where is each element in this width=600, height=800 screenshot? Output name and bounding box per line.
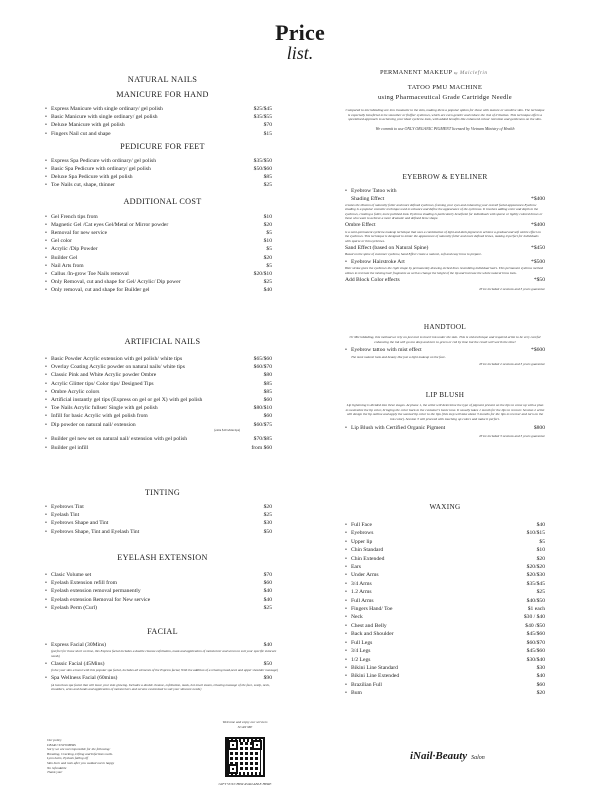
item-price: $25 <box>263 512 272 519</box>
item-name: Ears <box>351 564 361 571</box>
price-row <box>45 113 280 121</box>
price-row <box>45 660 280 668</box>
eyebrow-item-effect: Add Block Color effects <box>345 276 400 283</box>
natural-nails-title: NATURAL NAILS <box>127 75 198 84</box>
price-row <box>345 521 545 529</box>
qr-welcome-text: Welcome and enjoy our services <box>222 720 268 724</box>
item-price: $1 each <box>527 606 545 613</box>
price-row <box>345 622 545 630</box>
item-name: Eyelash Perm (Curl) <box>51 604 97 611</box>
lipblush-intro: Lip lightening is divided into three stages. At phase 1, the artist will determine the type of pigment present on the lips to come up with a plan to neutralize the lip color, bringing the color back to the customer's basic tone. It usually takes 1 month for the lips to recover. Session 2 artist will design the lip outline and apply the wanted lip color to the lips (this step will take about 3 months for the lips to recover and turn on the ink color). Session 3 will proceed with touching up colors and make it perfect. <box>345 403 545 421</box>
handtool-desc: The most natural look and beauty like just a light makeup on the face. <box>351 355 446 360</box>
item-price: $60 <box>536 681 545 688</box>
price-row <box>345 563 545 571</box>
item-price: $50 <box>263 660 272 667</box>
price-row <box>345 605 545 613</box>
item-name: Classic Facial (45Mins) <box>51 660 105 667</box>
item-price: $5 <box>266 246 272 253</box>
item-price: $85 <box>263 388 272 395</box>
pmu-intro: Compared to microblading are less traumatic to the skin, making them a popular option for those with mature or sensitive skin. The technique is especially beneficial to be smoother or fluffier eyebrows, which are even gentler and reduce the risk of irritation. This technique offers a specialised approach to achieving your ideal eyebrow look, with added benefits like enhanced colour retention and gentleness on the skin. <box>345 108 545 121</box>
item-name: Deluxe Spa Pedicure with gel polish <box>51 174 133 181</box>
price-row <box>345 689 545 697</box>
price-row <box>45 173 280 181</box>
price-row <box>45 105 280 113</box>
waxing-title: WAXING <box>429 503 461 511</box>
policy-line: Breaking, Cracking, Lifting and Infections nails. <box>47 751 113 756</box>
facial-title: FACIAL <box>147 627 178 636</box>
price-row <box>345 613 545 621</box>
price-row <box>45 404 280 412</box>
price-row <box>345 529 545 537</box>
item-price: $40 <box>263 588 272 595</box>
item-name: Classic Pink and White Acrylic powder Ombre <box>51 372 157 379</box>
item-name: Artificial instantly gel tips (Express on gel or gel X) with gel polish <box>51 397 203 404</box>
price-row <box>345 555 545 563</box>
item-name: Upper lip <box>351 538 373 545</box>
artificial-list <box>45 355 280 432</box>
policy-line: Lyon hairs, Eyelash falling off <box>47 756 89 761</box>
price-row <box>45 165 280 173</box>
price-row <box>45 435 280 443</box>
item-price: $15 <box>263 130 272 137</box>
item-price: $40 <box>536 522 545 528</box>
item-name: 1.2 Arms <box>351 589 372 596</box>
manicure-list <box>45 105 280 138</box>
price-row <box>45 380 280 388</box>
eyebrow-section <box>345 172 545 291</box>
eyelash-title: EYELASH EXTENSION <box>117 553 208 562</box>
price-row <box>345 571 545 579</box>
additional-cost-title: ADDITIONAL COST <box>123 196 202 206</box>
eyebrow-title: EYEBROW & EYELINER <box>402 173 488 181</box>
manicure-title: MANICURE FOR HAND <box>116 90 209 99</box>
salon-brand <box>410 746 550 764</box>
eyebrow-item-effect: Ombre Effect <box>345 222 376 229</box>
item-name: 3/4 Legs <box>351 648 371 655</box>
price-row <box>45 444 280 452</box>
logo-word-price: Price <box>275 20 325 45</box>
price-row <box>45 213 280 221</box>
eyebrow-item-price: *$50 <box>533 276 545 283</box>
item-name: Full Legs <box>351 639 373 646</box>
item-name: Under Arms <box>351 572 379 579</box>
machine-title: TATOO PMU MACHINE <box>407 84 483 91</box>
eyebrow-item-price: *$500 <box>531 258 545 265</box>
eyelash-list <box>45 571 280 612</box>
price-row <box>345 664 545 672</box>
item-name: Basic Manicure with single ordinary/ gel polish <box>51 114 158 121</box>
lipblush-note: Price included 3 sessions and 3 years guarantee <box>479 434 545 439</box>
brand-name: iNail·Beauty <box>410 750 468 762</box>
qr-caption-top <box>210 720 280 729</box>
item-description: (A luxurious spa facial that will leave your skin glowing. Includes a double cleanse, exfoliation, mask, hot towel steam, relaxing massage of the face, scalp, neck, shoulders, arms and hands and application of moisturisers and serums customised to suit your skincare needs) <box>51 682 270 691</box>
item-price: $60 <box>263 413 272 420</box>
item-name: Fingers Nail cut and shape <box>51 130 111 137</box>
pmu-title: PERMANENT MAKEUP <box>380 69 453 76</box>
item-price: $40 <box>536 673 545 680</box>
tinting-title: TINTING <box>144 488 181 497</box>
item-name: Full Arms <box>351 597 374 604</box>
price-row <box>45 157 280 165</box>
item-price: $35/$45 <box>526 580 545 587</box>
item-price: $20 <box>536 555 545 562</box>
price-row <box>345 538 545 546</box>
item-name: Acrylic Glitter tips/ Color tips/ Designed Tips <box>51 380 154 387</box>
item-description: (perfect for those short on time, this Express facial includes a double cleanse exfoliation, mask and application of moisturizer and serum to suit your specific skincare needs) <box>51 649 277 658</box>
price-row <box>45 262 280 270</box>
item-price: $30 <box>263 520 272 527</box>
price-row <box>45 571 280 579</box>
price-row <box>345 672 545 680</box>
eyebrow-item <box>345 245 545 253</box>
lipblush-item-price: $800 <box>533 425 545 431</box>
item-price: $10 <box>263 213 272 220</box>
item-price: $70 <box>263 122 272 129</box>
item-price: $60/$70 <box>526 639 545 646</box>
tinting-section <box>45 488 280 536</box>
brand-suffix: Salon <box>471 755 485 761</box>
item-name: Clasic Volume set <box>51 572 92 578</box>
artificial-nails-title: ARTIFICIAL NAILS <box>124 337 201 346</box>
item-name: Callus /In-grow Toe Nails removal <box>51 271 129 278</box>
price-row <box>45 596 280 604</box>
item-price: from $60 <box>251 444 272 451</box>
item-price: $20/$10 <box>253 271 272 278</box>
price-list-logo <box>260 22 340 62</box>
item-name: Eyebrows Tint <box>51 504 84 510</box>
price-row <box>45 412 280 420</box>
item-price: $20 <box>536 690 545 697</box>
item-name: Bikini Line Extended <box>351 673 400 680</box>
item-price: $25/$45 <box>253 106 272 112</box>
item-price: $20 <box>263 221 272 228</box>
logo-word-list: list. <box>286 43 314 63</box>
price-row <box>45 363 280 371</box>
lipblush-item-name: Lip Blush with Certified Organic Pigment <box>351 425 446 431</box>
item-name: Only Removal, cut and shape for Gel/ Acrylic/ Dip power <box>51 279 181 286</box>
facial-section <box>45 627 280 693</box>
item-name: Basic Spa Pedicure with ordinary/ gel polish <box>51 166 151 173</box>
waxing-list <box>345 521 545 698</box>
item-name: Chin Standard <box>351 547 384 554</box>
artificial-nails-section <box>45 337 280 452</box>
price-row <box>345 588 545 596</box>
item-price: $60/$75 <box>253 421 272 428</box>
price-row <box>45 270 280 278</box>
price-row <box>45 229 280 237</box>
item-price: $35/$50 <box>253 157 272 164</box>
item-name: Eyelash extension Removal for New service <box>51 596 151 603</box>
lipblush-title: LIP BLUSH <box>425 391 465 399</box>
price-row <box>345 597 545 605</box>
item-price: $10 <box>536 547 545 554</box>
policy-line: No refundable <box>47 765 67 770</box>
policy-line: Sorry we are not responsible for the following: <box>47 747 111 752</box>
price-row <box>345 647 545 655</box>
item-name: Builder Gel <box>51 254 78 261</box>
price-row <box>345 639 545 647</box>
item-price: $30 <box>536 664 545 671</box>
item-price: $50/$60 <box>253 166 272 173</box>
handtool-section <box>345 322 545 366</box>
item-name: Bum <box>351 690 362 697</box>
eyebrow-item: • Eyebrow Tatoo with Shading Effect *$400 <box>345 188 545 202</box>
item-name: Removal for new service <box>51 230 108 237</box>
price-row <box>45 511 280 519</box>
pmu-brand: Maiclefrin <box>459 70 488 76</box>
item-name: Nail Arts from <box>51 262 84 269</box>
qr-code[interactable] <box>225 737 265 777</box>
item-name: Neck <box>351 614 363 621</box>
item-name: Eyelash Extension refill from <box>51 580 118 587</box>
item-name: Magnetic Gel /Cat eyes Gel/Metal or Mirror powder <box>51 221 169 228</box>
item-price: $40/$50 <box>526 597 545 604</box>
eyebrow-list <box>345 188 545 285</box>
item-price: $45/$60 <box>526 631 545 638</box>
item-name: Chest and Belly <box>351 622 387 629</box>
item-name: 1/2 Legs <box>351 656 371 663</box>
price-row <box>345 580 545 588</box>
item-name: Deluxe Manicure with gel polish <box>51 122 125 129</box>
lipblush-section <box>345 390 545 439</box>
price-row <box>45 181 280 189</box>
price-row <box>45 221 280 229</box>
price-row <box>45 237 280 245</box>
price-row <box>345 546 545 554</box>
additional-cost-list <box>45 213 280 295</box>
handtool-item-name: Eyebrow tattoo with mist effect <box>351 347 422 353</box>
price-row <box>45 528 280 536</box>
waxing-section <box>345 502 545 698</box>
item-name: Gel color <box>51 238 72 245</box>
price-row <box>45 121 280 129</box>
item-description: (Give your skin a boost with this popular spa facial, includes all elements of the Express facial, With the addition of a relaxing head,neck and upper shoulder massage) <box>51 668 279 672</box>
item-price: $20/$20 <box>526 564 545 571</box>
item-sub-note: (extra $10 white tips) <box>214 427 240 432</box>
policy-line: Skin burn and rash after you walked out in happy <box>47 760 115 765</box>
handtool-item <box>345 346 545 354</box>
item-price: $30/$40 <box>526 656 545 663</box>
price-row <box>45 355 280 363</box>
price-row <box>45 587 280 595</box>
item-name: Chin Extended <box>351 555 385 562</box>
eyebrow-item-name: Eyebrow Hairstroke Art <box>351 258 405 265</box>
item-name: Spa Wellness Facial (60mins) <box>51 675 118 682</box>
item-price: $20 <box>263 504 272 510</box>
item-price: $20/$30 <box>526 572 545 579</box>
price-row <box>45 130 280 138</box>
item-name: Brazilian Full <box>351 681 382 688</box>
policy-note <box>47 738 122 775</box>
item-price: $35/$55 <box>253 114 272 121</box>
item-name: Back and Shoulder <box>351 631 394 638</box>
item-name: Builder gel infill <box>51 444 89 451</box>
handtool-title: HANDTOOL <box>423 323 467 331</box>
item-name: Full Face <box>351 522 372 528</box>
artificial-list-builder <box>45 435 280 451</box>
item-name: Eyebrows Shape and Tint <box>51 520 109 527</box>
item-price: $70 <box>263 572 272 578</box>
policy-line: Our policy <box>47 738 62 742</box>
eyebrow-item-price: *$450 <box>531 244 545 251</box>
eyelash-section <box>45 553 280 612</box>
item-price: $85 <box>263 174 272 181</box>
price-row <box>345 681 545 689</box>
lipblush-item <box>345 424 545 432</box>
item-price: $70/$85 <box>253 436 272 443</box>
item-price: $40 <box>263 287 272 294</box>
item-name: Builder gel new set on natural nail/ extension with gel polish <box>51 436 188 443</box>
eyebrow-item-desc: is a semi-permanent eyebrow makeup technique that uses a combination of light and dark pigment to achieve a gradual and soft ombre effect on the eyebrows. This technique is designed to mimic the appearance of naturally fuller and more defined brows, making it perfect for individuals with sparse or thin eyebrows. <box>345 229 541 243</box>
item-name: Toe Nails cut, shape, thinner <box>51 182 115 189</box>
price-row <box>45 579 280 587</box>
item-name: 3/4 Arms <box>351 580 372 587</box>
price-row <box>345 656 545 664</box>
item-price: $5 <box>266 230 272 237</box>
item-name: Bikini Line Standard <box>351 664 398 671</box>
item-name: Ombre Acrylic colors <box>51 388 100 395</box>
item-name: Gel French tips from <box>51 213 98 220</box>
item-price: $30 / $40 <box>523 614 545 621</box>
item-price: $40 /$50 <box>525 622 545 629</box>
item-name: Overlay Coating Acrylic powder on natural nails/ white tips <box>51 364 185 371</box>
price-row <box>45 254 280 262</box>
price-row <box>45 388 280 396</box>
item-name: Dip powder on natural nail/ extension <box>51 421 136 428</box>
eyebrow-item-price: *$400 <box>531 222 545 229</box>
price-row <box>45 604 280 612</box>
item-name: Infill for basic Acrylic with gel polish from <box>51 413 148 420</box>
eyebrow-item-price: *$400 <box>531 195 545 202</box>
policy-line: DEAR CUSTOMERS <box>47 742 76 747</box>
item-price: $40 <box>263 642 272 648</box>
price-row <box>45 396 280 404</box>
item-name: Eyelash extension removal permanently <box>51 588 141 595</box>
facial-list <box>45 641 280 691</box>
item-name: Only removal, cut and shape for Builder gel <box>51 287 150 294</box>
handtool-item-price: *$600 <box>531 347 545 353</box>
item-name: Express Spa Pedicure with ordinary/ gel polish <box>51 157 157 164</box>
item-price: $80 <box>263 372 272 379</box>
item-price: $80/$10 <box>253 405 272 412</box>
item-price: $20 <box>263 254 272 261</box>
item-name: Express Facial (30Mins) <box>51 642 106 648</box>
policy-line: Thank you! <box>47 770 63 775</box>
eyebrow-item-effect: Sand Effect (based on Natural Spine) <box>345 244 429 251</box>
eyebrow-item <box>345 277 545 285</box>
item-name: Eyebrows Shape, Tint and Eyelash Tint <box>51 528 140 535</box>
item-price: $10 <box>263 238 272 245</box>
eyebrow-note: Price included 2 sessions and 3 years guarantee <box>479 286 545 291</box>
item-price: $85 <box>263 380 272 387</box>
item-name: Express Manicure with single ordinary/ gel polish <box>51 106 163 112</box>
price-row <box>45 245 280 253</box>
price-row <box>45 371 280 379</box>
eyebrow-item-desc: Hair stroke gives the eyebrows the right shape by permanently drawing etched lines resembling individual hairs. This permanent eyebrow method allows to recreate the missing hair fragments as well as change the height of the tip and increase the whole natural brow look. <box>345 266 544 275</box>
eyebrow-item <box>345 222 545 230</box>
natural-nails-section <box>45 75 280 295</box>
item-price: $65/$60 <box>253 356 272 362</box>
item-price: $25 <box>263 604 272 611</box>
item-price: $25 <box>536 589 545 596</box>
price-row <box>45 421 280 433</box>
pedicure-title: PEDICURE FOR FEET <box>120 141 205 151</box>
price-row <box>45 674 280 682</box>
price-row <box>45 278 280 286</box>
item-price: $25 <box>263 182 272 189</box>
item-price: $25 <box>263 279 272 286</box>
tinting-list <box>45 503 280 536</box>
item-name: Eyebrows <box>351 530 374 537</box>
price-row <box>45 503 280 511</box>
eyebrow-item-desc: Based on the spine of customer eyebrow, Sand Effect create a natural, soft and easy brow to prepare. <box>345 252 482 257</box>
machine-subtitle: using Pharmaceutical Grade Cartridge Needle <box>377 94 513 101</box>
price-row <box>345 630 545 638</box>
item-price: $60 <box>263 397 272 404</box>
item-price: $50 <box>263 528 272 535</box>
item-name: Basic Powder Acrylic extension with gel polish/ white tips <box>51 356 183 362</box>
item-price: $5 <box>539 538 545 545</box>
eyebrow-item-desc: creates the illusion of naturally fuller and more defined eyebrows, framing your eyes and enhancing your overall facial appearance.Eyebrow shading is a popular cosmetic technique used to enhance and define the appearance of the eyebrows. It involves adding color and depth to the eyebrows, creating a fuller, more polished look. Eyebrow shading is particularly beneficial for individuals with sparse or lightly colored brows or those who want to achieve a more dramatic and defined brow shape. <box>345 203 543 221</box>
item-name: Toe Nails Acrylic fullset/ Single with gel polish <box>51 405 158 412</box>
item-price: $90 <box>263 675 272 682</box>
item-name: Fingers Hand/ Toe <box>351 606 393 613</box>
qr-scan-text: SCAN ME <box>237 724 253 729</box>
item-price: $60 <box>263 580 272 587</box>
item-price: $60/$70 <box>253 364 272 371</box>
pmu-header <box>345 68 545 131</box>
item-price: $10/$15 <box>526 530 545 537</box>
item-price: $45/$60 <box>526 648 545 655</box>
qr-voucher-text: GIFT VOUCHER AVAILABLE HERE <box>218 782 272 786</box>
item-price: $40 <box>263 596 272 603</box>
pedicure-list <box>45 157 280 190</box>
price-row <box>45 641 280 649</box>
item-name: Eyelash Tint <box>51 512 80 519</box>
pmu-by: by <box>454 71 458 75</box>
price-row <box>45 519 280 527</box>
eyebrow-item: • Eyebrow Hairstroke Art *$500 <box>345 258 545 265</box>
pmu-title-row <box>345 68 545 78</box>
handtool-note: Price included 2 sessions and 3 years guarantee <box>479 361 545 366</box>
pmu-commit: We commit to use ONLY ORGANIC PIGMENT licensed by Vietnam Ministry of Health <box>375 125 515 131</box>
handtool-intro: Or Microblading, this method we rely on just tool to insert ink under the skin. This is old technique and required artist to be very careful enhancing the ink will go too deep and turn to green or red by time but the result will worth the time! <box>349 335 541 344</box>
eyebrow-item-name: Eyebrow Tatoo with <box>351 188 397 194</box>
item-price: $5 <box>266 262 272 269</box>
eyebrow-item-effect: Shading Effect <box>351 195 385 202</box>
item-name: Acrylic /Dip Powder <box>51 246 98 253</box>
price-row <box>45 286 280 294</box>
